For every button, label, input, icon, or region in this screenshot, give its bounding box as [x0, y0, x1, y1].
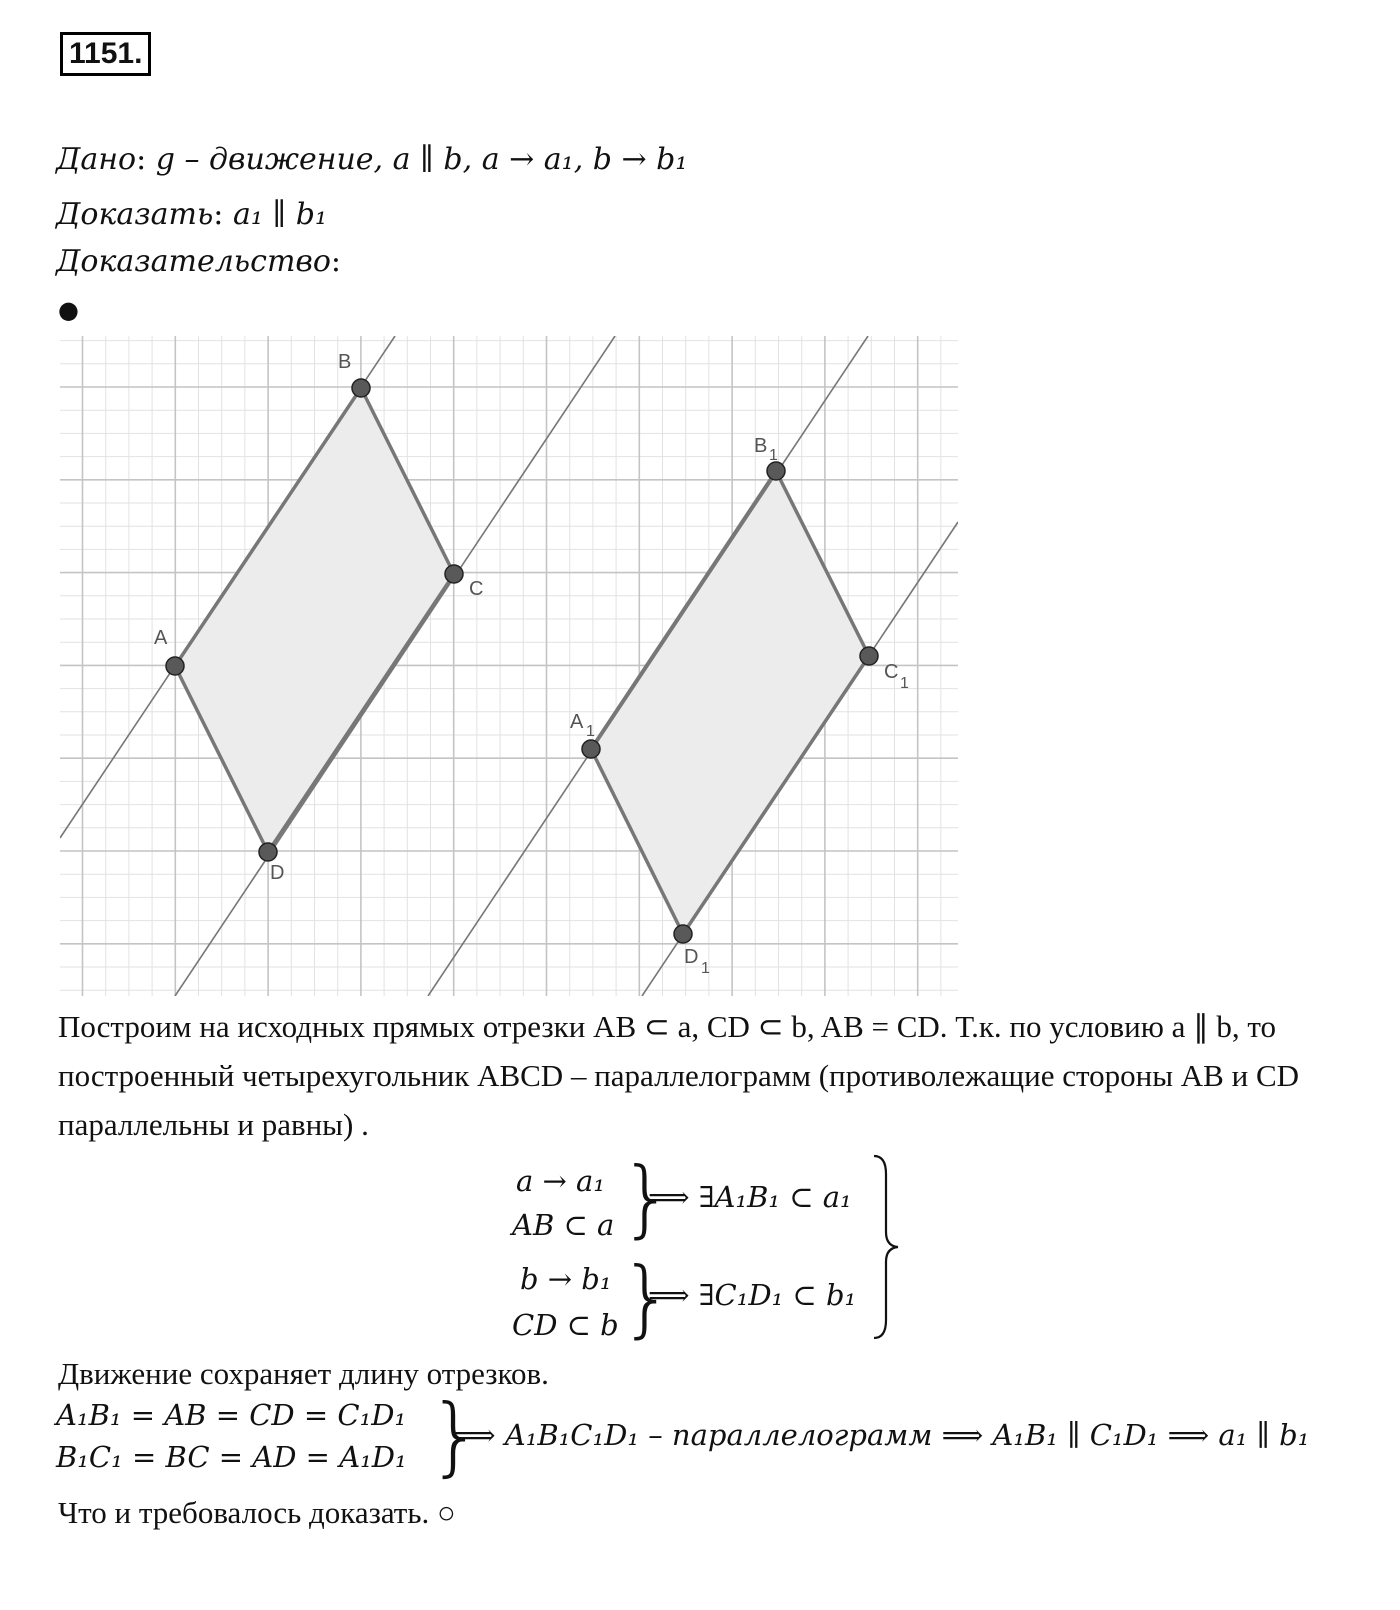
system-row1-bottom: AB ⊂ a: [512, 1208, 615, 1242]
point-a: [166, 657, 184, 675]
svg-text:1: 1: [900, 675, 909, 692]
point-c: [445, 565, 463, 583]
label-a: A: [154, 627, 168, 649]
system-row2-top: b → b₁: [520, 1262, 612, 1296]
svg-text:1: 1: [769, 447, 778, 464]
prove-line: Доказать: a₁ ∥ b₁: [56, 197, 328, 232]
svg-text:1: 1: [586, 723, 595, 740]
point-b: [352, 379, 370, 397]
svg-text:1: 1: [701, 960, 710, 977]
proof-label: Доказательство: [56, 244, 331, 279]
point-c1: [860, 647, 878, 665]
label-b1: B: [754, 435, 768, 457]
label-b: B: [338, 351, 352, 373]
problem-number: 1151.: [60, 32, 151, 76]
label-c1: C: [884, 661, 899, 683]
point-d: [259, 843, 277, 861]
prove-text: a₁ ∥ b₁: [232, 197, 328, 232]
brace-2: }: [620, 1249, 674, 1347]
proof-label-line: Доказательство:: [56, 244, 342, 279]
point-b1: [767, 462, 785, 480]
geometry-figure: [60, 336, 958, 996]
system-row1-result: ⟹ ∃A₁B₁ ⊂ a₁: [648, 1180, 852, 1214]
system-row2-result: ⟹ ∃C₁D₁ ⊂ b₁: [648, 1278, 857, 1312]
point-a1: [582, 740, 600, 758]
given-line: Дано: g – движение, a ∥ b, a → a₁, b → b₁: [56, 142, 688, 177]
label-c: C: [469, 578, 484, 600]
system-row1-top: a → a₁: [516, 1164, 605, 1198]
paragraph-construction: Построим на исходных прямых отрезки AB ⊂ a, CD ⊂ b, AB = CD. Т.к. по условию a ∥ b, то построенный четырехугольник ABCD – параллелограмм (противолежащие стороны AB и CD параллельны и равны) .: [58, 1009, 1300, 1142]
motion-preserves-text: Движение сохраняет длину отрезков.: [58, 1356, 549, 1391]
qed-text: Что и требовалось доказать. ○: [58, 1495, 456, 1530]
conclusion: ⟹ A₁B₁C₁D₁ – параллелограмм ⟹ A₁B₁ ∥ C₁D₁ ⟹ a₁ ∥ b₁: [454, 1418, 1310, 1452]
equality-2: B₁C₁ = BC = AD = A₁D₁: [56, 1440, 407, 1474]
given-label: Дано: [56, 142, 137, 177]
outer-brace: [872, 1154, 902, 1340]
brace-3: }: [428, 1386, 483, 1486]
label-d1: D: [684, 946, 699, 968]
brace-1: }: [620, 1149, 674, 1247]
implication-system: [508, 1149, 908, 1347]
given-text: g – движение, a ∥ b, a → a₁, b → b₁: [155, 142, 688, 177]
label-d: D: [270, 862, 285, 884]
label-a1: A: [570, 711, 584, 733]
point-d1: [674, 925, 692, 943]
prove-label: Доказать: [56, 197, 214, 232]
equalities-block: [56, 1386, 1376, 1486]
equality-1: A₁B₁ = AB = CD = C₁D₁: [56, 1398, 407, 1432]
system-row2-bottom: CD ⊂ b: [512, 1308, 619, 1342]
bullet: ●: [58, 296, 79, 324]
